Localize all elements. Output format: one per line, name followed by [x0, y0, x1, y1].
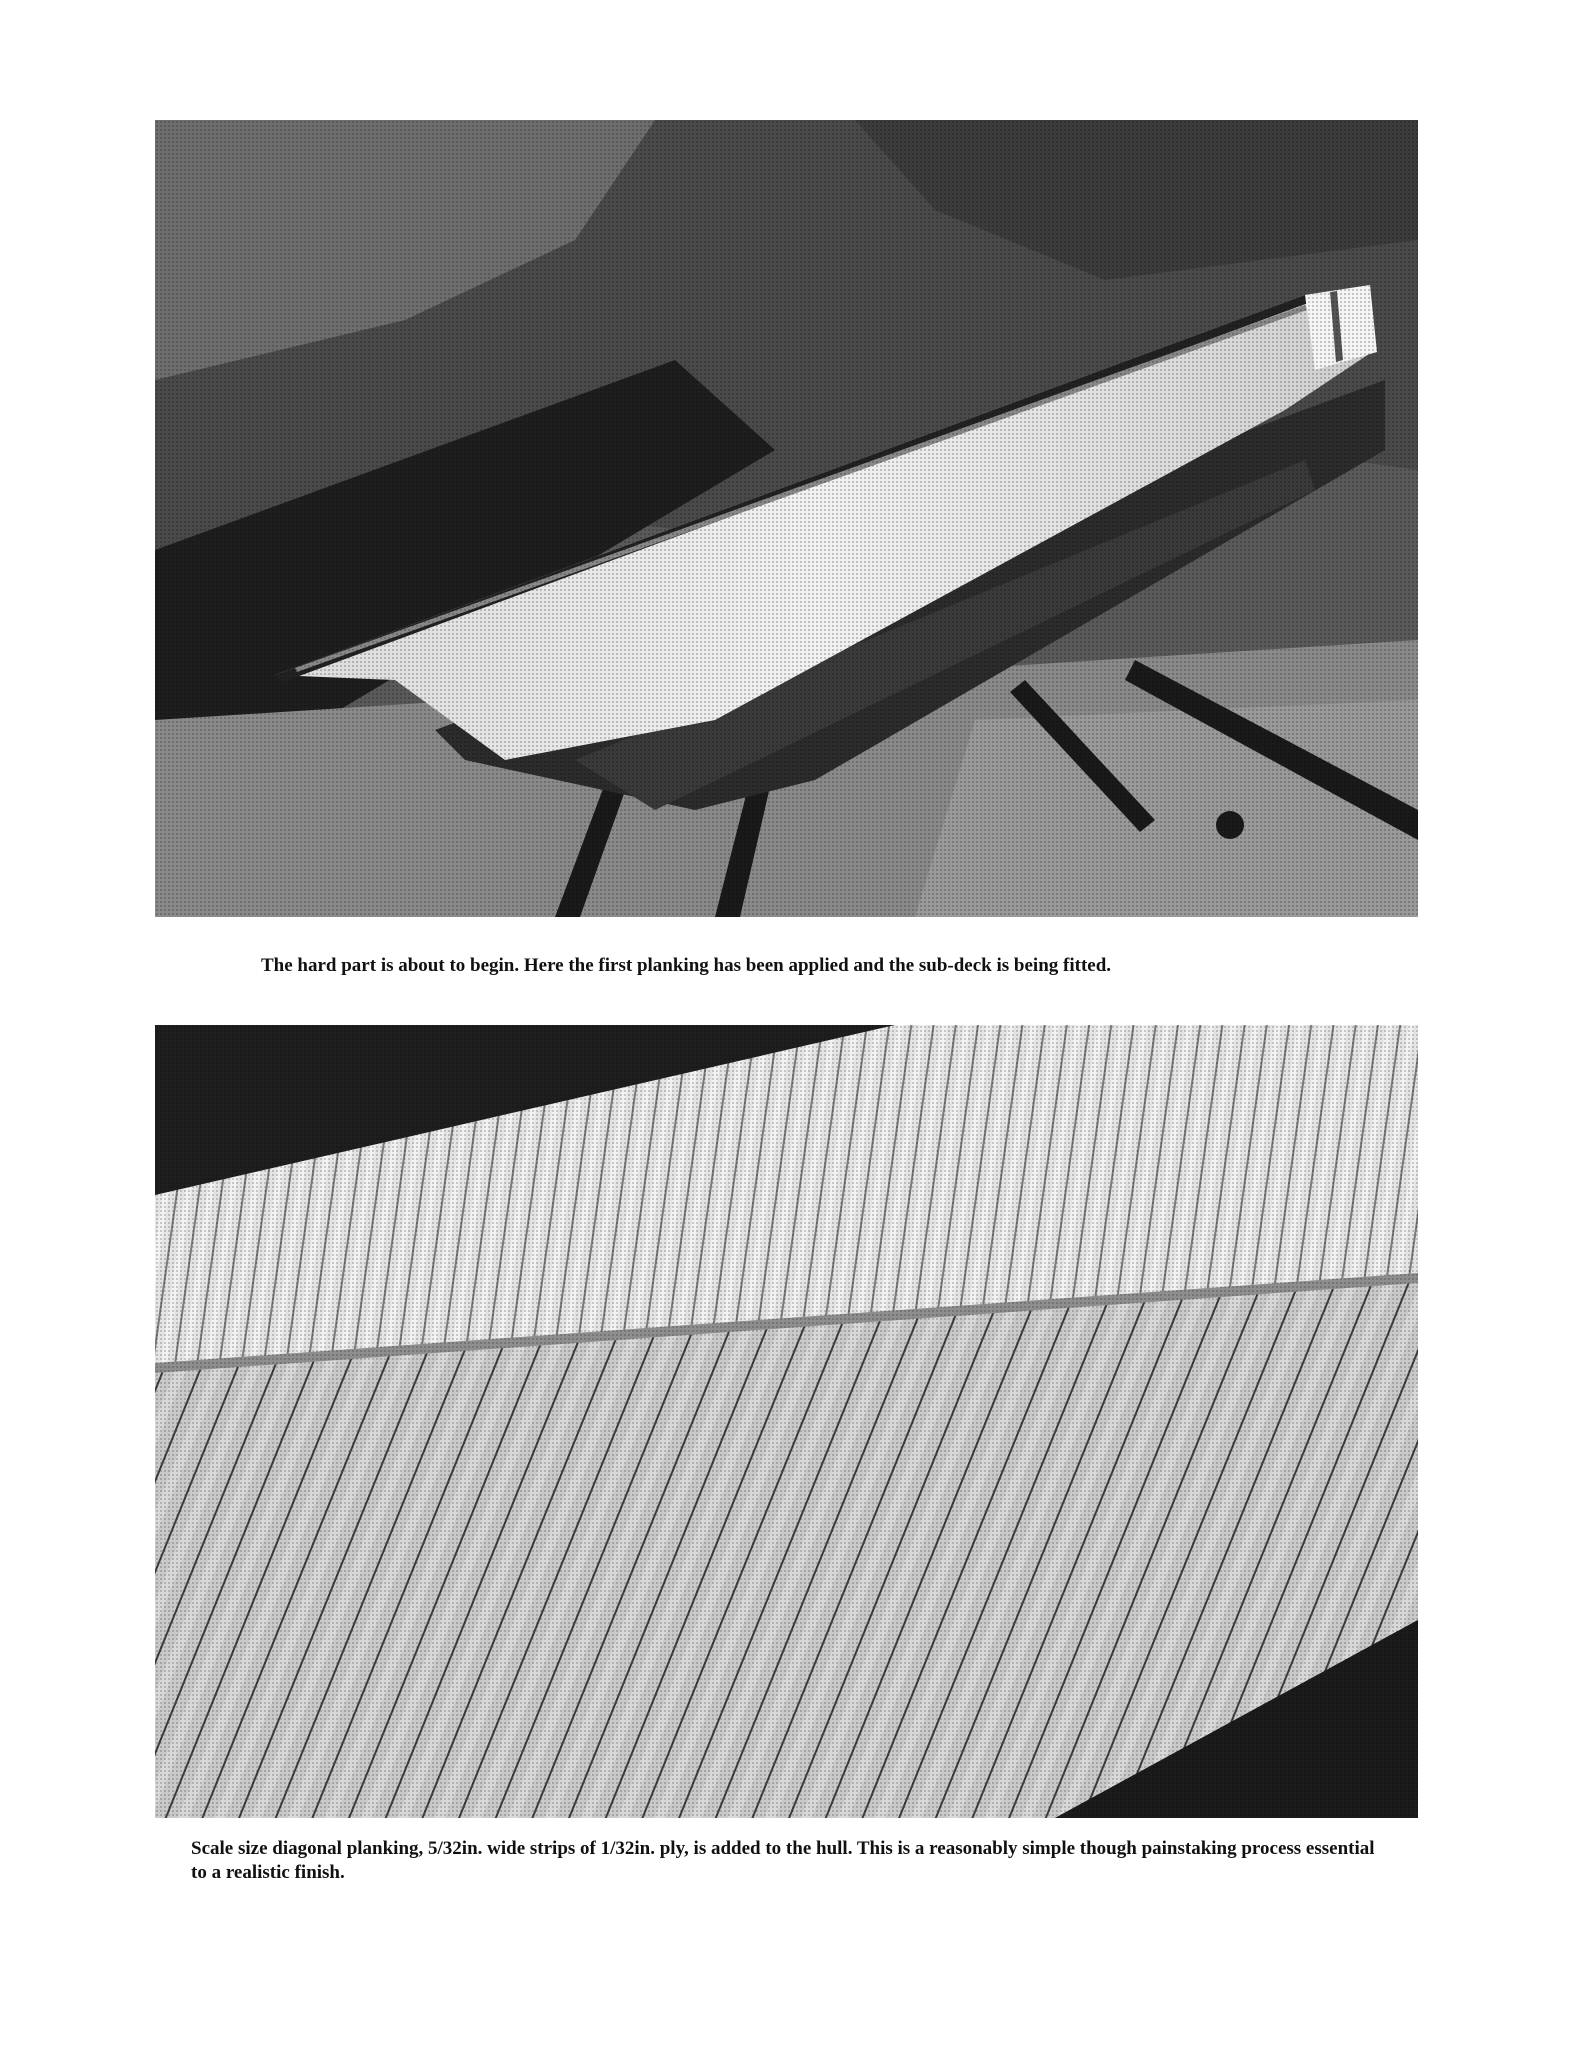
photo-caption-2: Scale size diagonal planking, 5/32in. wide strips of 1/32in. ply, is added to the hull. This is a reasonably simple though painstaking process essential to a realistic finish.	[191, 1838, 1375, 1883]
photo-caption-1: The hard part is about to begin. Here the first planking has been applied and the sub-deck is being fitted.	[261, 955, 1112, 976]
hull-on-stand-image	[155, 120, 1418, 917]
diagonal-planking-closeup-photo	[155, 1025, 1418, 1818]
diagonal-planking-image	[155, 1025, 1418, 1818]
hull-on-stand-photo	[155, 120, 1418, 917]
